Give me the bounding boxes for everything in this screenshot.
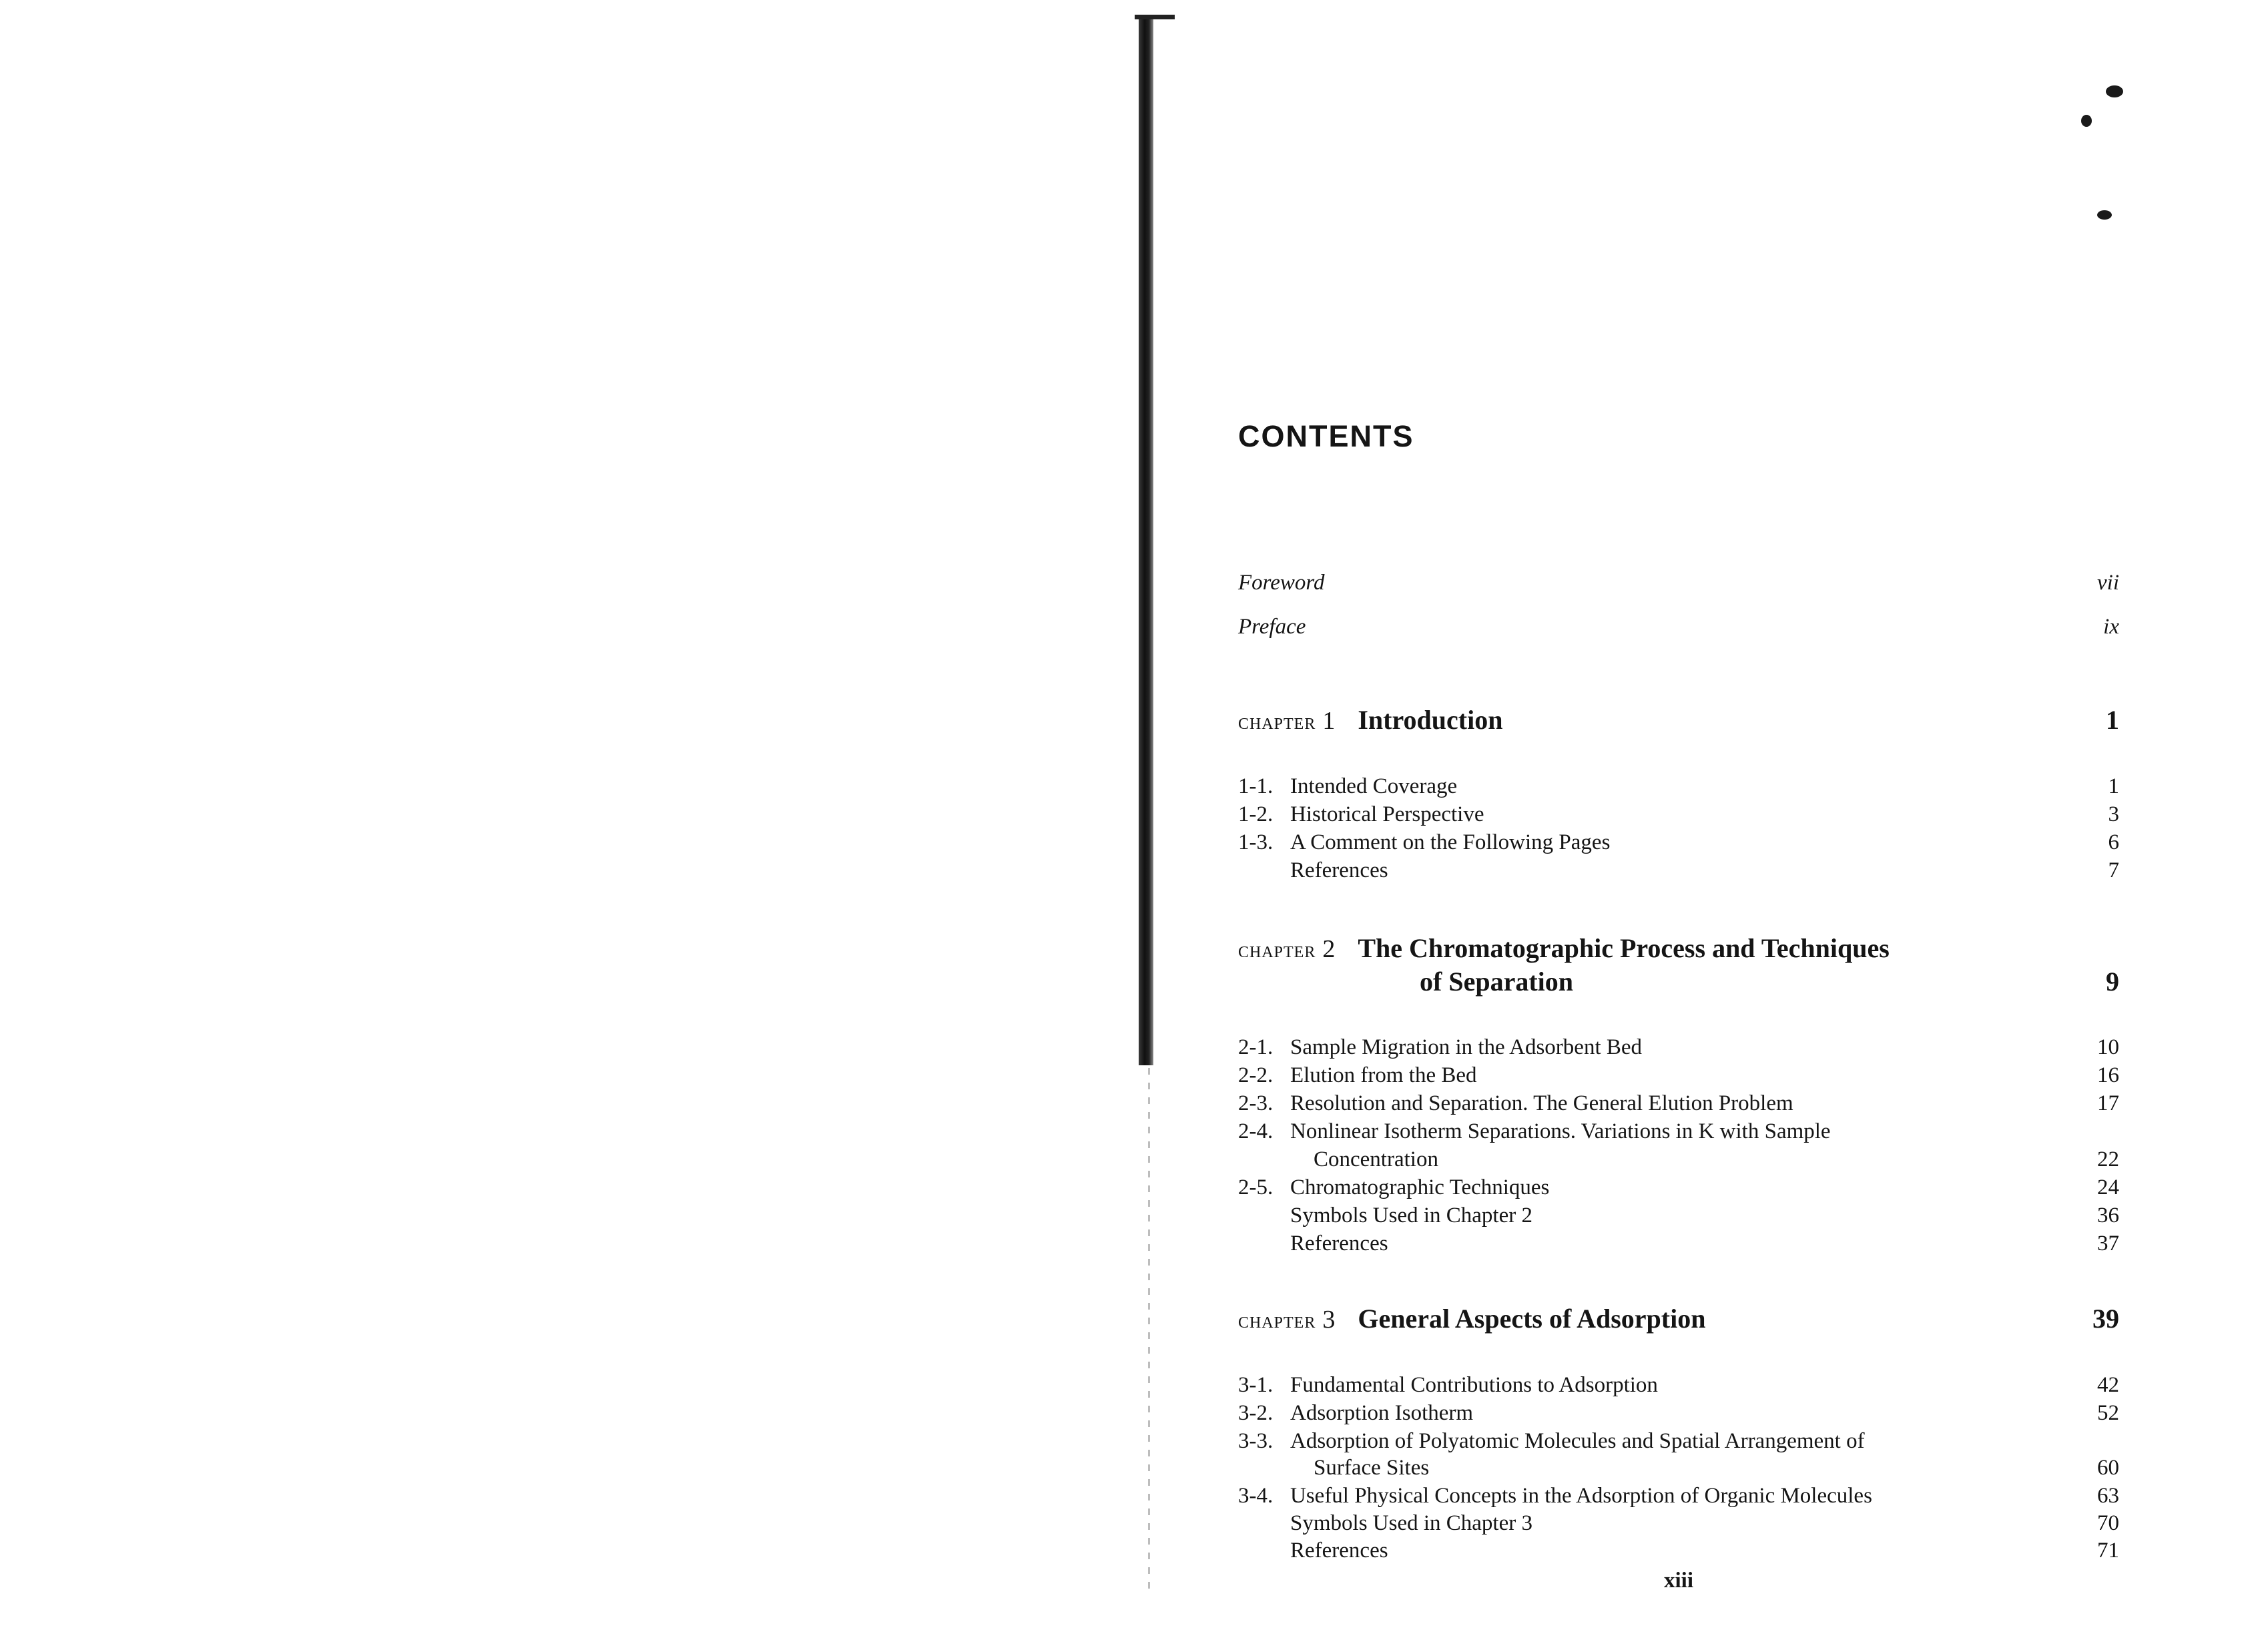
chapter-title: The Chromatographic Process and Techniques	[1358, 933, 1890, 963]
section-page: 63	[2097, 1484, 2119, 1508]
section-title: Historical Perspective	[1290, 802, 1484, 826]
entry-page: ix	[2103, 615, 2119, 639]
page-number: xiii	[1663, 1569, 1693, 1593]
chapter-number: 1	[1322, 707, 1336, 735]
section-page: 10	[2097, 1035, 2119, 1059]
section-page: 3	[2108, 802, 2119, 826]
section-number: 1-3.	[1238, 830, 1274, 854]
chapter-label: chapter	[1238, 710, 1316, 734]
chapter-title: General Aspects of Adsorption	[1358, 1304, 1706, 1334]
section-page: 52	[2097, 1401, 2119, 1425]
section-number: 3-3.	[1238, 1429, 1274, 1453]
section-title: Elution from the Bed	[1290, 1063, 1477, 1087]
section-title: Sample Migration in the Adsorbent Bed	[1290, 1035, 1643, 1059]
section-title: Symbols Used in Chapter 3	[1290, 1511, 1532, 1535]
section-title: Intended Coverage	[1290, 774, 1458, 798]
section-number: 2-2.	[1238, 1063, 1274, 1087]
entry-page: vii	[2097, 571, 2119, 595]
section-title: Adsorption of Polyatomic Molecules and Spatial Arrangement of	[1290, 1429, 1865, 1453]
section-title: References	[1290, 858, 1388, 882]
page-title: CONTENTS	[1238, 419, 1414, 453]
chapter-title-cont: of Separation	[1420, 967, 1573, 997]
section-title: A Comment on the Following Pages	[1290, 830, 1611, 854]
section-page: 71	[2097, 1539, 2119, 1563]
section-number: 3-1.	[1238, 1373, 1274, 1397]
section-number: 2-5.	[1238, 1175, 1274, 1199]
section-page: 16	[2097, 1063, 2119, 1087]
chapter-number: 2	[1322, 935, 1336, 963]
chapter-page: 9	[2106, 967, 2119, 997]
chapter-number: 3	[1322, 1306, 1336, 1334]
section-title: References	[1290, 1231, 1388, 1256]
book-gutter-faint	[1148, 1068, 1150, 1595]
section-number: 1-1.	[1238, 774, 1274, 798]
section-page: 6	[2108, 830, 2119, 854]
section-number: 3-2.	[1238, 1401, 1274, 1425]
chapter-label: chapter	[1238, 938, 1316, 962]
section-page: 22	[2097, 1147, 2119, 1171]
toc-page	[1238, 0, 2119, 1652]
section-title: References	[1290, 1539, 1388, 1563]
section-page: 70	[2097, 1511, 2119, 1535]
section-page: 60	[2097, 1456, 2119, 1480]
book-gutter-shadow	[1139, 17, 1153, 1065]
section-number: 2-1.	[1238, 1035, 1274, 1059]
entry-title: Foreword	[1238, 571, 1325, 595]
section-number: 2-4.	[1238, 1119, 1274, 1143]
chapter-page: 1	[2106, 705, 2119, 735]
section-page: 24	[2097, 1175, 2119, 1199]
chapter-label: chapter	[1238, 1308, 1316, 1333]
section-title: Adsorption Isotherm	[1290, 1401, 1474, 1425]
section-page: 37	[2097, 1231, 2119, 1256]
book-gutter-cap	[1135, 15, 1175, 19]
section-title: Symbols Used in Chapter 2	[1290, 1203, 1532, 1227]
section-page: 17	[2097, 1091, 2119, 1115]
section-number: 2-3.	[1238, 1091, 1274, 1115]
entry-title: Preface	[1238, 615, 1306, 639]
section-title-cont: Surface Sites	[1314, 1456, 1430, 1480]
section-title: Nonlinear Isotherm Separations. Variations in K with Sample	[1290, 1119, 1831, 1143]
section-title: Useful Physical Concepts in the Adsorption of Organic Molecules	[1290, 1484, 1872, 1508]
section-title: Fundamental Contributions to Adsorption	[1290, 1373, 1658, 1397]
section-number: 3-4.	[1238, 1484, 1274, 1508]
section-page: 36	[2097, 1203, 2119, 1227]
section-title: Chromatographic Techniques	[1290, 1175, 1550, 1199]
section-page: 1	[2108, 774, 2119, 798]
section-page: 7	[2108, 858, 2119, 882]
section-number: 1-2.	[1238, 802, 1274, 826]
section-title: Resolution and Separation. The General Elution Problem	[1290, 1091, 1793, 1115]
chapter-page: 39	[2092, 1304, 2119, 1334]
section-page: 42	[2097, 1373, 2119, 1397]
section-title-cont: Concentration	[1314, 1147, 1438, 1171]
chapter-title: Introduction	[1358, 705, 1503, 735]
